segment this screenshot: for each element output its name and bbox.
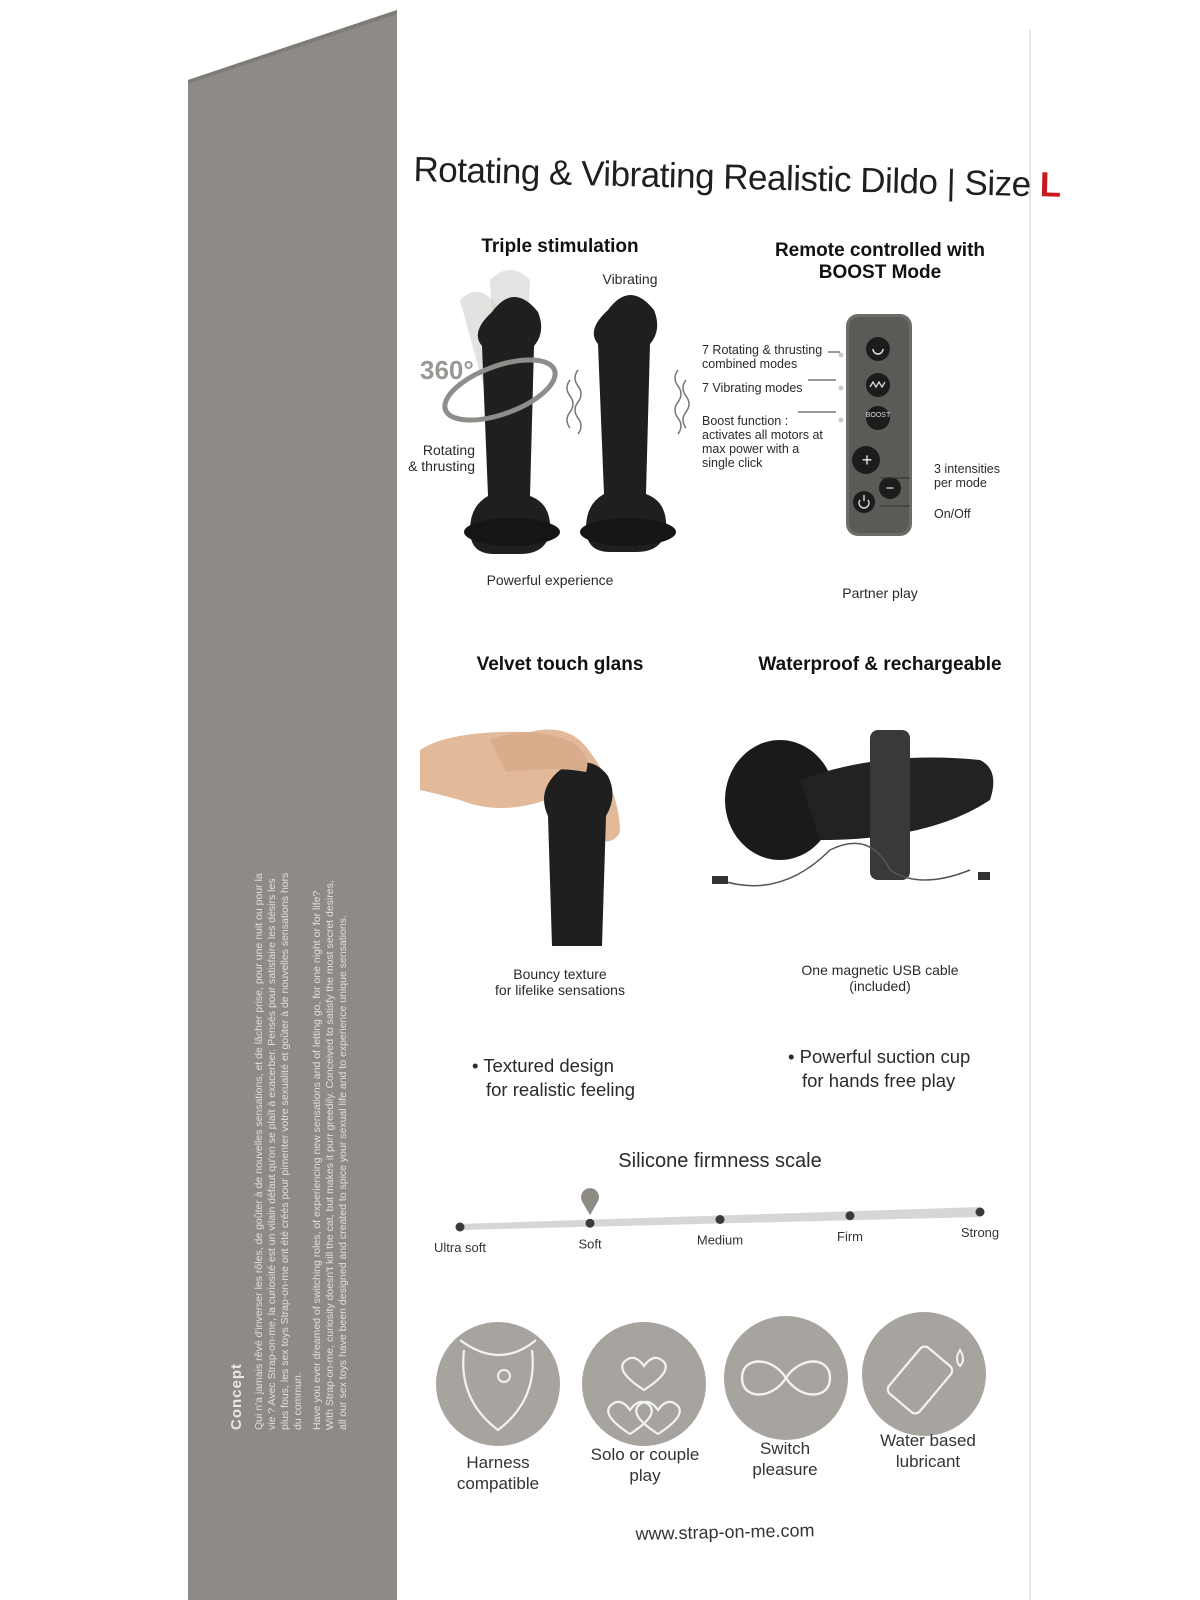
label-vibrating: Vibrating	[602, 271, 658, 287]
caption-usb-2: (included)	[849, 978, 911, 994]
caption-powerful-experience: Powerful experience	[486, 572, 614, 588]
callout-rotating-2: combined modes	[702, 357, 798, 371]
icon-label-lubricant-1: Water based	[880, 1431, 976, 1450]
firmness-title: Silicone firmness scale	[618, 1150, 822, 1172]
caption-bouncy-2: for lifelike sensations	[495, 982, 625, 998]
harness-icon	[436, 1322, 560, 1446]
callout-intensities-1: 3 intensities	[934, 462, 1001, 476]
heading-remote	[760, 240, 1000, 284]
concept-text-block	[228, 870, 356, 1430]
plus-button-label: +	[861, 450, 873, 470]
label-rotating-1: Rotating	[422, 442, 475, 458]
icon-label-lubricant-2: lubricant	[895, 1452, 961, 1471]
icon-label-infinity-2: pleasure	[752, 1460, 818, 1479]
firmness-label: Strong	[960, 1225, 1000, 1240]
callout-boost-4: single click	[702, 456, 763, 470]
firmness-label: Ultra soft	[433, 1240, 487, 1255]
hand-holding-glans	[420, 700, 640, 940]
caption-bouncy-1: Bouncy texture	[513, 966, 607, 982]
infinity-icon	[724, 1316, 848, 1440]
firmness-label: Soft	[578, 1236, 602, 1252]
concept-english: Have you ever dreamed of switching roles, of experiencing new sensations and of letting go, for one night or for life? With Strap-on-me, curiosity doesn't kill the cat, but makes it purr greedily. Conceived to satisfy the most secret desires, all our sex toys have been designed and created to spice your sexual life and to experience unique sensations.	[311, 880, 349, 1430]
callout-boost	[702, 414, 832, 470]
icon-label-hearts	[580, 1444, 710, 1486]
firmness-dot	[976, 1208, 985, 1217]
caption-partner-play: Partner play	[842, 585, 918, 601]
bullet-textured-2: for realistic feeling	[486, 1079, 636, 1100]
heading-remote-2: BOOST Mode	[818, 262, 942, 283]
icon-label-infinity-1: Switch	[759, 1439, 811, 1458]
icon-label-hearts-1: Solo or couple	[590, 1445, 700, 1464]
firmness-label: Firm	[837, 1228, 863, 1244]
product-title-main: Rotating & Vibrating Realistic Dildo | Size	[413, 150, 1041, 205]
bullet-textured-1: • Textured design	[472, 1055, 614, 1076]
icon-label-lubricant	[868, 1430, 988, 1472]
callout-boost-3: max power with a	[702, 442, 800, 456]
firmness-scale	[433, 1180, 1000, 1260]
boost-button-label: BOOST	[865, 412, 891, 419]
firmness-marker-icon	[581, 1188, 599, 1215]
callout-boost-2: activates all motors at	[702, 428, 823, 442]
callout-boost-1: Boost function :	[702, 414, 789, 428]
icon-label-infinity	[735, 1438, 835, 1480]
product-with-usb-cable	[710, 730, 1000, 920]
concept-french: Qui n'a jamais rêvé d'inverser les rôles, de goûter à de nouvelles sensations, et de lâcher prise, pour une nuit ou pour la vie ? Avec Strap-on-me, la curiosité est un vilain défaut qu'on se plaît à exacerber. Pensés pour satisfaire les désirs les plus fous, les sex toys Strap-on-me ont été créés pour pimenter votre sexualité et goûter à de nouvelles sensations hors du commun.	[253, 872, 304, 1430]
lubricant-icon	[862, 1312, 986, 1436]
firmness-dot	[586, 1219, 595, 1228]
firmness-dot	[456, 1223, 465, 1232]
callout-intensities-2: per mode	[934, 476, 987, 490]
heading-waterproof: Waterproof & rechargeable	[758, 654, 1002, 675]
caption-bouncy	[470, 966, 650, 998]
dildo-illustrations	[420, 260, 690, 560]
callout-rotating	[702, 343, 842, 371]
website-url: www.strap-on-me.com	[635, 1520, 815, 1544]
bullet-suction-2: for hands free play	[802, 1070, 956, 1091]
label-360: 360°	[420, 355, 474, 385]
icon-label-hearts-2: play	[629, 1466, 661, 1485]
firmness-dot	[846, 1211, 855, 1220]
heading-velvet-touch: Velvet touch glans	[476, 654, 644, 675]
bullet-suction-1: • Powerful suction cup	[788, 1046, 971, 1067]
hearts-icon	[582, 1322, 706, 1446]
bullet-textured	[472, 1054, 672, 1102]
heading-remote-1: Remote controlled with	[774, 240, 986, 261]
concept-title: Concept	[228, 1363, 245, 1430]
icon-label-harness-1: Harness	[466, 1453, 530, 1472]
bullet-suction	[788, 1045, 1008, 1093]
minus-button-label: −	[885, 480, 895, 497]
icon-label-harness	[438, 1452, 558, 1494]
product-size: L	[1039, 165, 1062, 205]
heading-triple-stimulation: Triple stimulation	[481, 236, 639, 257]
firmness-dot	[716, 1215, 725, 1224]
caption-usb-1: One magnetic USB cable	[801, 962, 959, 978]
icon-label-harness-2: compatible	[456, 1474, 540, 1493]
caption-usb	[790, 962, 970, 994]
callout-onoff: On/Off	[934, 507, 971, 521]
callout-vibrating: 7 Vibrating modes	[702, 381, 803, 395]
label-rotating-2: & thrusting	[408, 458, 475, 474]
firmness-label: Medium	[696, 1232, 744, 1248]
callout-rotating-1: 7 Rotating & thrusting	[702, 343, 823, 357]
callout-intensities	[934, 462, 1014, 490]
